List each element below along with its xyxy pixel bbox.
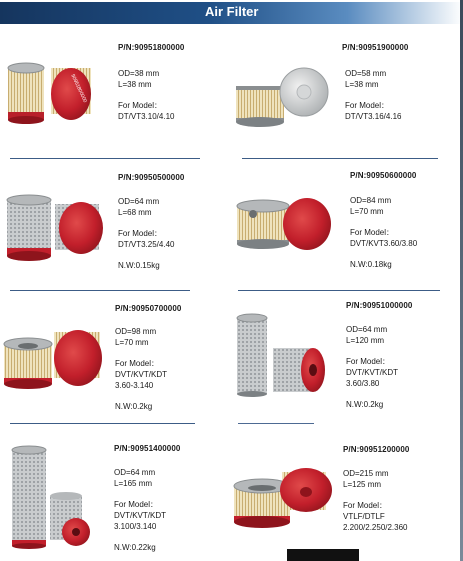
air-filter-image-4 bbox=[233, 194, 336, 254]
product-6-pn: P/N:90951000000 bbox=[346, 301, 413, 310]
part-number-print: 90951800000 bbox=[69, 73, 88, 104]
product-2-model-label: For Model： bbox=[345, 101, 390, 110]
product-3-model-line-1: DT/VT3.25/4.40 bbox=[118, 240, 175, 249]
product-3-specs bbox=[118, 196, 174, 271]
product-2-od: OD=58 mm bbox=[345, 69, 387, 78]
separator bbox=[10, 158, 200, 159]
product-6-specs bbox=[346, 324, 398, 410]
product-1-model-line-1: DT/VT3.10/4.10 bbox=[118, 112, 175, 121]
product-5-model-line-1: DVT/KVT/KDT bbox=[115, 370, 168, 379]
product-7-model-label: For Model： bbox=[114, 500, 159, 509]
product-4-length: L=70 mm bbox=[350, 207, 384, 216]
separator bbox=[238, 290, 440, 291]
product-1-specs bbox=[118, 68, 174, 122]
product-1-pn: P/N:90951800000 bbox=[118, 43, 185, 52]
product-2-length: L=38 mm bbox=[345, 80, 379, 89]
product-8-model-line-1: VTLF/DTLF bbox=[343, 512, 385, 521]
air-filter-image-3 bbox=[5, 190, 105, 264]
separator bbox=[238, 423, 314, 424]
air-filter-image-1 bbox=[5, 60, 100, 128]
product-7-length: L=165 mm bbox=[114, 479, 153, 488]
product-4-weight: N.W:0.18kg bbox=[350, 260, 392, 269]
page-title: Air Filter bbox=[205, 4, 259, 19]
product-3-length: L=68 mm bbox=[118, 208, 152, 217]
product-8-model-label: For Model： bbox=[343, 501, 388, 510]
separator bbox=[10, 290, 190, 291]
product-6-length: L=120 mm bbox=[346, 336, 385, 345]
product-3-weight: N.W:0.15kg bbox=[118, 261, 160, 270]
air-filter-image-8 bbox=[230, 462, 338, 534]
product-7-od: OD=64 mm bbox=[114, 468, 156, 477]
product-4-od: OD=84 mm bbox=[350, 196, 392, 205]
product-7-specs bbox=[114, 467, 166, 553]
product-3-pn: P/N:90950500000 bbox=[118, 173, 185, 182]
product-4-model-label: For Model： bbox=[350, 228, 395, 237]
product-4-specs bbox=[350, 195, 417, 270]
product-6-od: OD=64 mm bbox=[346, 325, 388, 334]
product-6-model-label: For Model： bbox=[346, 357, 391, 366]
air-filter-image-6 bbox=[233, 308, 329, 398]
product-1-length: L=38 mm bbox=[118, 80, 152, 89]
product-5-specs bbox=[115, 326, 167, 412]
product-7-weight: N.W:0.22kg bbox=[114, 543, 156, 552]
air-filter-image-2 bbox=[232, 66, 330, 130]
product-7-pn: P/N:90951400000 bbox=[114, 444, 181, 453]
product-5-pn: P/N:90950700000 bbox=[115, 304, 182, 313]
product-2-pn: P/N:90951900000 bbox=[342, 43, 409, 52]
product-4-pn: P/N:90950600000 bbox=[350, 171, 417, 180]
product-2-specs bbox=[345, 68, 401, 122]
product-6-model-line-1: DVT/KVT/KDT bbox=[346, 368, 399, 377]
separator bbox=[242, 158, 438, 159]
bottom-dark-block bbox=[287, 549, 359, 561]
product-6-weight: N.W:0.2kg bbox=[346, 400, 384, 409]
separator bbox=[10, 423, 195, 424]
air-filter-image-5 bbox=[2, 326, 108, 392]
product-7-model-line-2: 3.100/3.140 bbox=[114, 522, 157, 531]
product-5-weight: N.W:0.2kg bbox=[115, 402, 153, 411]
product-8-od: OD=215 mm bbox=[343, 469, 389, 478]
product-3-model-label: For Model： bbox=[118, 229, 163, 238]
product-5-model-label: For Model： bbox=[115, 359, 160, 368]
product-5-od: OD=98 mm bbox=[115, 327, 157, 336]
product-8-length: L=125 mm bbox=[343, 480, 382, 489]
product-6-model-line-2: 3.60/3.80 bbox=[346, 379, 380, 388]
product-5-model-line-2: 3.60-3.140 bbox=[115, 381, 154, 390]
product-1-od: OD=38 mm bbox=[118, 69, 160, 78]
product-5-length: L=70 mm bbox=[115, 338, 149, 347]
product-1-model-label: For Model： bbox=[118, 101, 163, 110]
product-3-od: OD=64 mm bbox=[118, 197, 160, 206]
product-8-specs bbox=[343, 468, 408, 533]
product-8-pn: P/N:90951200000 bbox=[343, 445, 410, 454]
product-8-model-line-2: 2.200/2.250/2.360 bbox=[343, 523, 408, 532]
product-4-model-line-1: DVT/KVT3.60/3.80 bbox=[350, 239, 418, 248]
product-2-model-line-1: DT/VT3.16/4.16 bbox=[345, 112, 402, 121]
product-7-model-line-1: DVT/KVT/KDT bbox=[114, 511, 167, 520]
air-filter-image-7 bbox=[4, 444, 100, 554]
